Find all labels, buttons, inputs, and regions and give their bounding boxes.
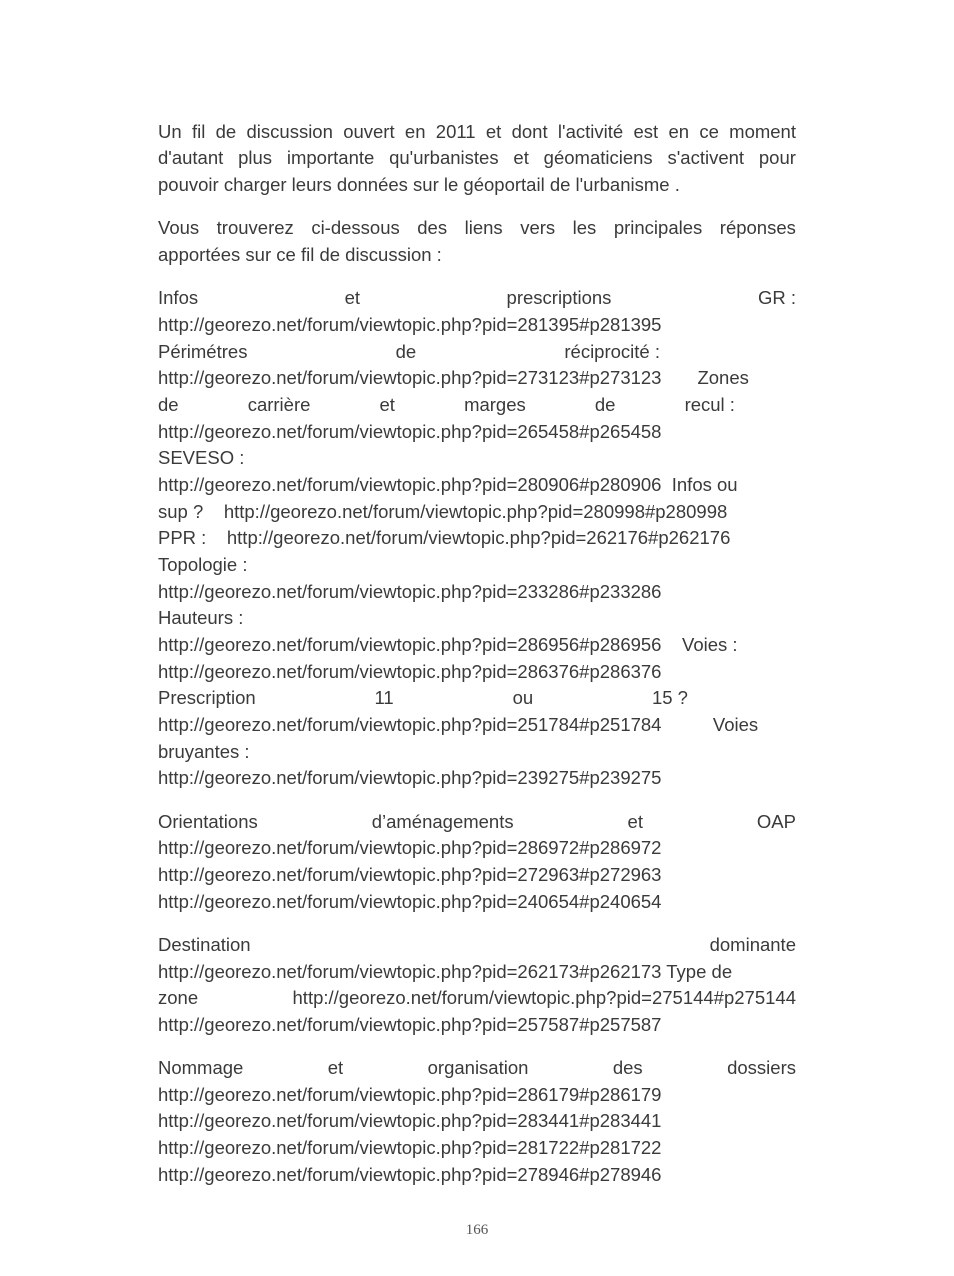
link-286376[interactable]: http://georezo.net/forum/viewtopic.php?pid=286376#p286376	[158, 661, 662, 682]
word: plus	[238, 147, 273, 168]
word: importante	[286, 147, 375, 168]
word: 15 ?	[651, 687, 688, 708]
word: de	[395, 341, 417, 362]
word: ce	[699, 121, 719, 142]
word: qu'urbanistes	[389, 147, 499, 168]
word: est	[633, 121, 659, 142]
link-262173[interactable]: http://georezo.net/forum/viewtopic.php?pid=262173#p262173 Type de	[158, 961, 733, 982]
word: ci-dessous	[311, 217, 400, 238]
intro-line-1	[158, 119, 796, 145]
word: d'autant	[158, 147, 224, 168]
word: l'activité	[557, 121, 624, 142]
word: Destination	[158, 934, 251, 955]
word: Prescription	[158, 687, 256, 708]
word: et	[485, 121, 502, 142]
word: les	[572, 217, 597, 238]
link-286972[interactable]: http://georezo.net/forum/viewtopic.php?pid=286972#p286972	[158, 837, 662, 858]
link-283441[interactable]: http://georezo.net/forum/viewtopic.php?pid=283441#p283441	[158, 1110, 662, 1131]
link-278946[interactable]: http://georezo.net/forum/viewtopic.php?pid=278946#p278946	[158, 1164, 662, 1185]
word[interactable]: zone	[158, 987, 199, 1008]
word: de	[158, 394, 179, 415]
word: de	[594, 394, 616, 415]
infos-gr-label	[158, 285, 796, 311]
link-233286[interactable]: http://georezo.net/forum/viewtopic.php?pid=233286#p233286	[158, 581, 662, 602]
word: Un	[158, 121, 182, 142]
word: Orientations	[158, 811, 258, 832]
page-number: 166	[465, 1222, 489, 1238]
hauteurs-label: Hauteurs :	[158, 607, 244, 628]
link-251784[interactable]: http://georezo.net/forum/viewtopic.php?pid=251784#p251784 Voies	[158, 714, 759, 735]
intro-line-3: pouvoir charger leurs données sur le géoportail de l'urbanisme .	[158, 174, 680, 195]
word: des	[417, 217, 448, 238]
word: d’aménagements	[371, 811, 514, 832]
carriere-label	[158, 392, 735, 418]
link-262176[interactable]: PPR : http://georezo.net/forum/viewtopic.php?pid=262176#p262176	[158, 527, 731, 548]
word: géomaticiens	[543, 147, 653, 168]
prescription-label	[158, 685, 688, 711]
responses-intro-line-1	[158, 215, 796, 241]
word: en	[668, 121, 690, 142]
link-281395[interactable]: http://georezo.net/forum/viewtopic.php?pid=281395#p281395	[158, 314, 662, 335]
word: ouvert	[343, 121, 395, 142]
word: fil	[191, 121, 206, 142]
word: pour	[758, 147, 796, 168]
word: prescriptions	[506, 287, 612, 308]
word: organisation	[427, 1057, 529, 1078]
responses-intro-line-2: apportées sur ce fil de discussion :	[158, 244, 442, 265]
word: 11	[374, 687, 394, 708]
word: OAP	[756, 811, 796, 832]
word: Périmétres	[158, 341, 248, 362]
link-280906[interactable]: http://georezo.net/forum/viewtopic.php?pid=280906#p280906 Infos ou	[158, 474, 738, 495]
perimetres-label	[158, 339, 660, 365]
word: et	[513, 147, 529, 168]
word: GR :	[757, 287, 796, 308]
link-281722[interactable]: http://georezo.net/forum/viewtopic.php?pid=281722#p281722	[158, 1137, 662, 1158]
word: trouverez	[216, 217, 294, 238]
word[interactable]: http://georezo.net/forum/viewtopic.php?pid=275144#p275144	[292, 987, 796, 1008]
word: de	[215, 121, 237, 142]
link-280998[interactable]: sup ? http://georezo.net/forum/viewtopic.php?pid=280998#p280998	[158, 501, 728, 522]
link-239275[interactable]: http://georezo.net/forum/viewtopic.php?pid=239275#p239275	[158, 767, 662, 788]
word: moment	[729, 121, 796, 142]
word: Vous	[158, 217, 200, 238]
word: 2011	[435, 121, 476, 142]
bruyantes-label: bruyantes :	[158, 741, 250, 762]
word: et	[379, 394, 395, 415]
word: s'activent	[667, 147, 745, 168]
word: liens	[464, 217, 503, 238]
word: et	[327, 1057, 344, 1078]
word: discussion	[246, 121, 333, 142]
word: et	[344, 287, 361, 308]
word: dont	[511, 121, 548, 142]
destination-heading	[158, 932, 796, 958]
intro-line-2	[158, 145, 796, 171]
word: dominante	[709, 934, 796, 955]
word: des	[612, 1057, 643, 1078]
word: Infos	[158, 287, 199, 308]
word: et	[627, 811, 643, 832]
word: réciprocité :	[564, 341, 660, 362]
word: en	[404, 121, 426, 142]
word: vers	[520, 217, 556, 238]
link-275144[interactable]	[158, 985, 796, 1011]
link-273123[interactable]: http://georezo.net/forum/viewtopic.php?pid=273123#p273123 Zones	[158, 367, 749, 388]
word: Nommage	[158, 1057, 244, 1078]
word: réponses	[719, 217, 796, 238]
link-265458[interactable]: http://georezo.net/forum/viewtopic.php?pid=265458#p265458	[158, 421, 662, 442]
link-286956[interactable]: http://georezo.net/forum/viewtopic.php?pid=286956#p286956 Voies :	[158, 634, 738, 655]
word: principales	[613, 217, 703, 238]
seveso-label: SEVESO :	[158, 447, 245, 468]
link-240654[interactable]: http://georezo.net/forum/viewtopic.php?pid=240654#p240654	[158, 891, 662, 912]
topologie-label: Topologie :	[158, 554, 248, 575]
oap-heading	[158, 809, 796, 835]
word: dossiers	[727, 1057, 796, 1078]
word: recul :	[684, 394, 735, 415]
nommage-heading	[158, 1055, 796, 1081]
link-272963[interactable]: http://georezo.net/forum/viewtopic.php?pid=272963#p272963	[158, 864, 662, 885]
link-257587[interactable]: http://georezo.net/forum/viewtopic.php?pid=257587#p257587	[158, 1014, 662, 1035]
word: ou	[512, 687, 534, 708]
word: marges	[464, 394, 526, 415]
word: carrière	[247, 394, 311, 415]
link-286179[interactable]: http://georezo.net/forum/viewtopic.php?pid=286179#p286179	[158, 1084, 662, 1105]
